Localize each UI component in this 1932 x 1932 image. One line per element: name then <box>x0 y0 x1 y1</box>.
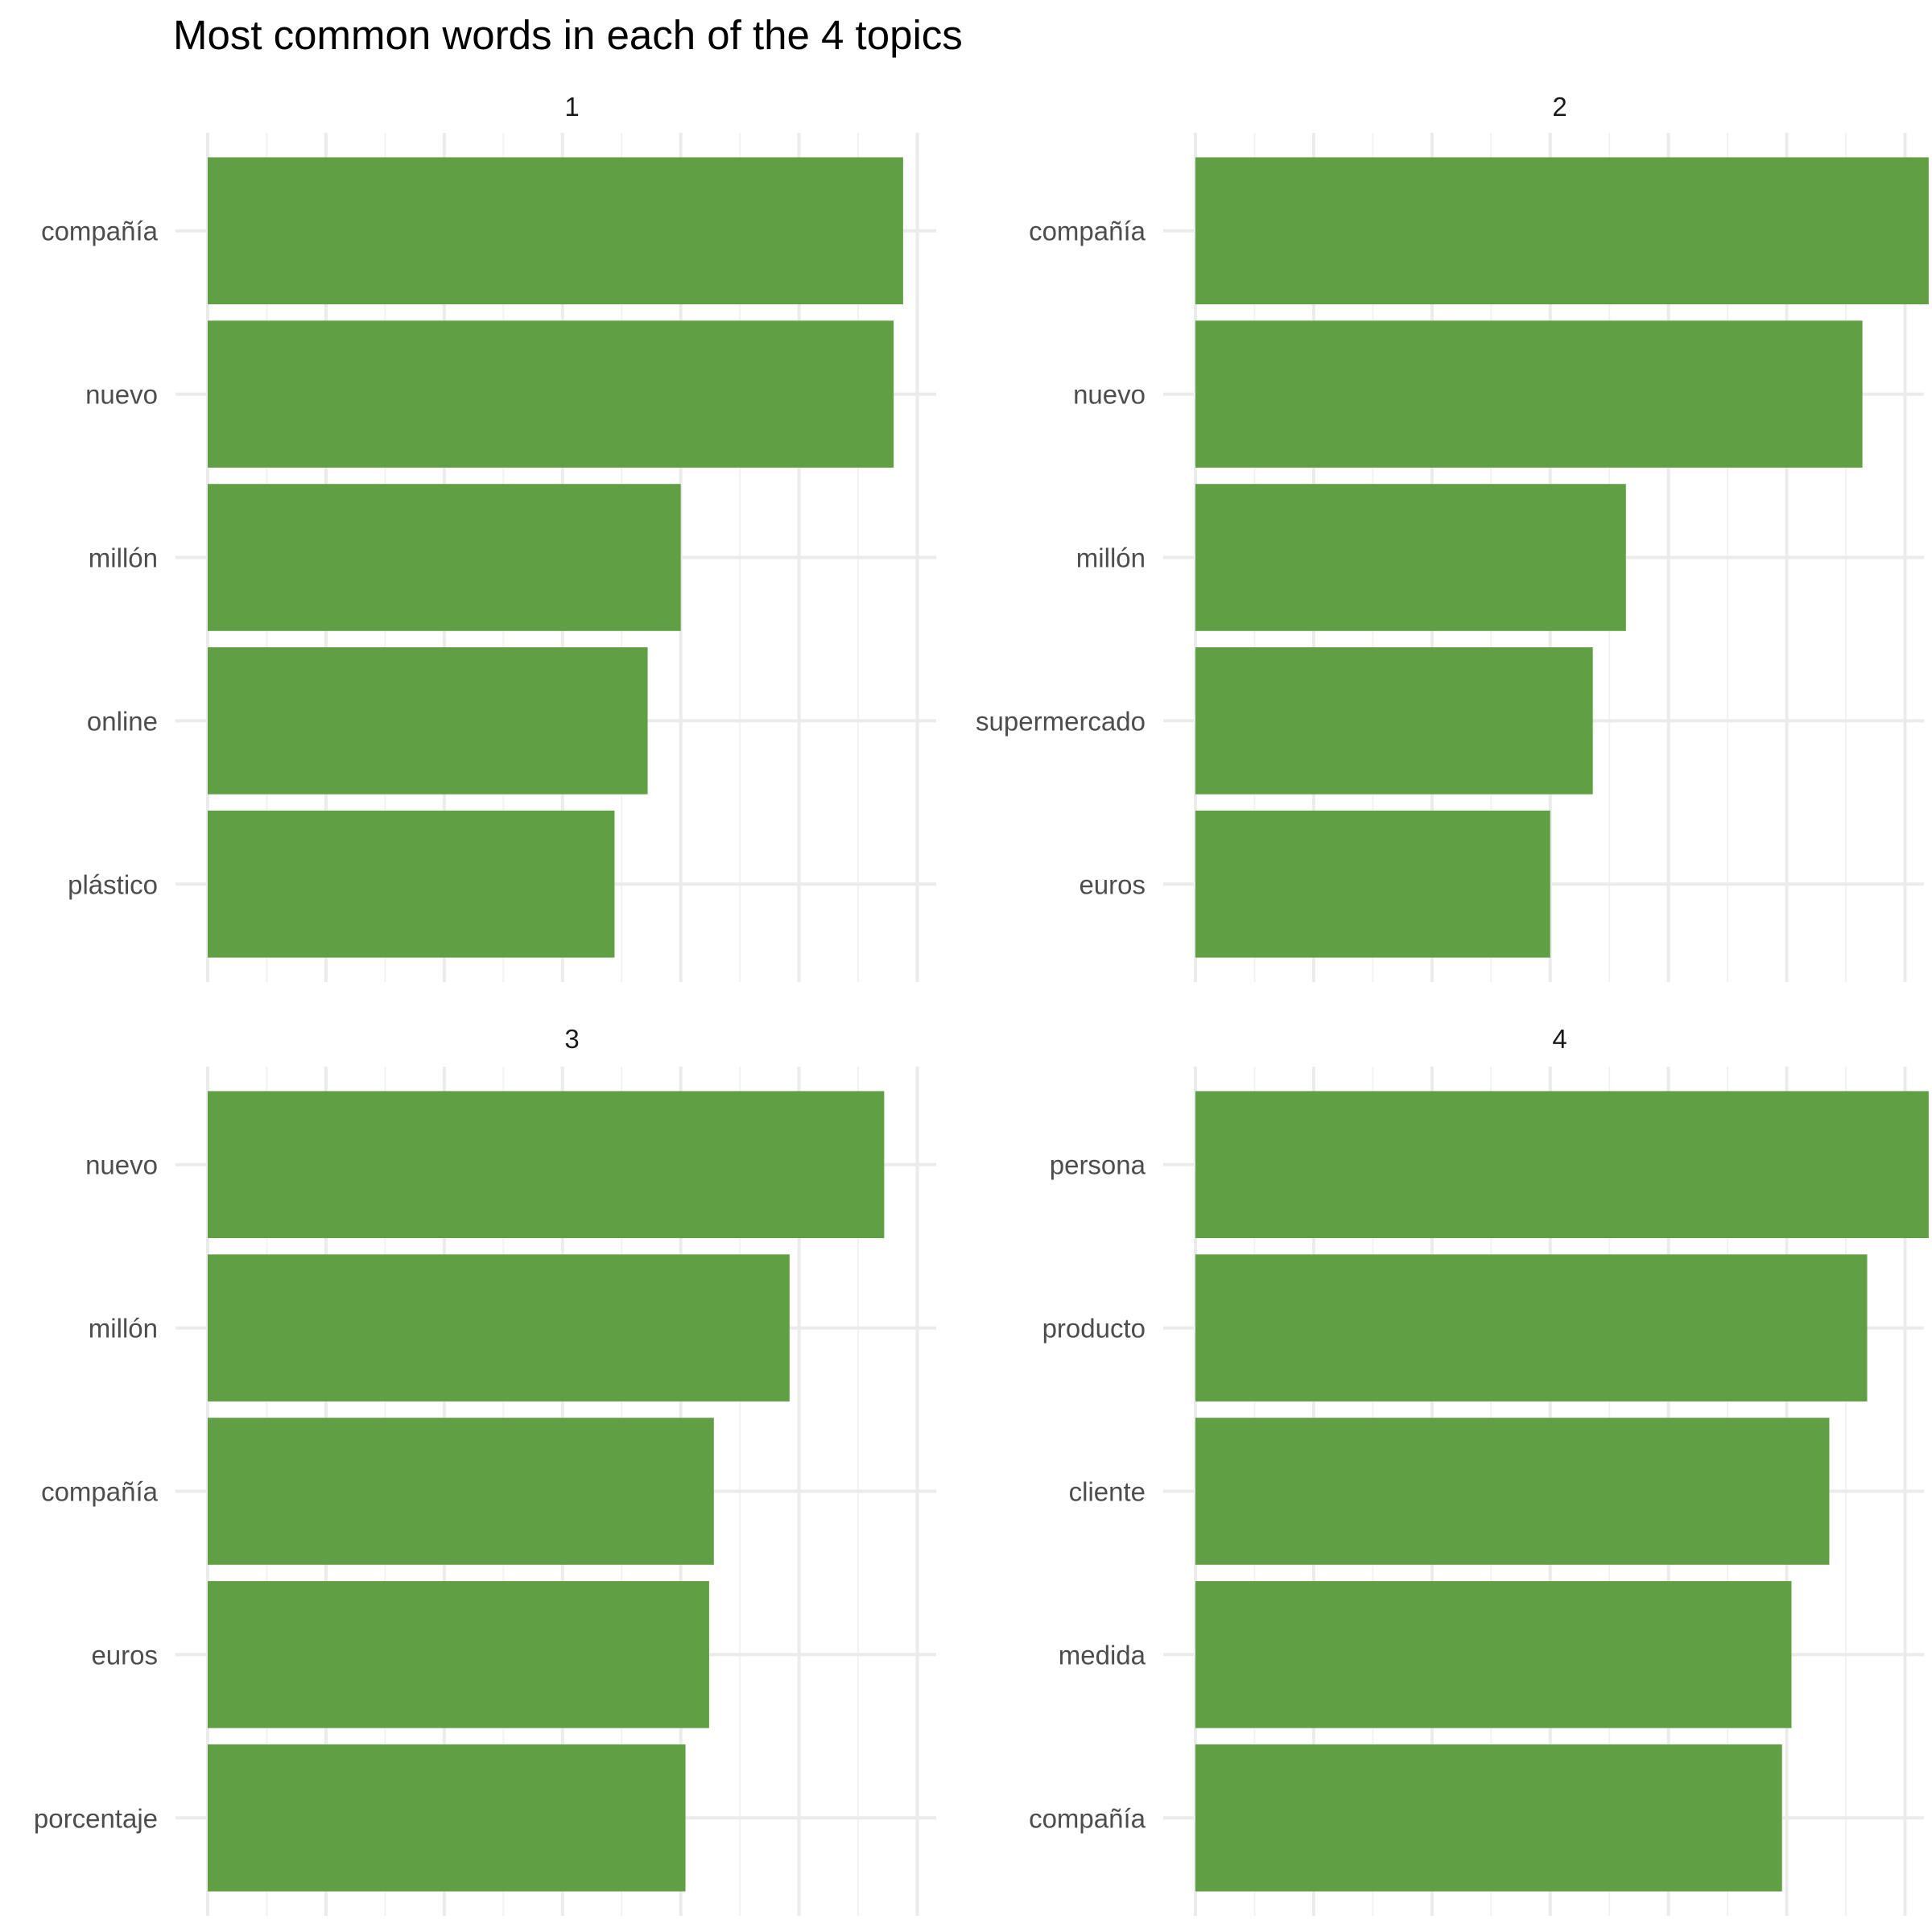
bar <box>1195 647 1593 795</box>
bar <box>1195 1418 1829 1565</box>
facet-label: 4 <box>1552 1024 1567 1054</box>
category-label: millón <box>1075 543 1146 573</box>
bar <box>1195 1581 1791 1728</box>
category-label: cliente <box>1068 1476 1146 1507</box>
bar <box>208 320 894 468</box>
category-label: plástico <box>68 869 158 900</box>
category-label: compañía <box>41 216 158 246</box>
category-label: supermercado <box>976 706 1146 737</box>
bar <box>208 1744 686 1892</box>
bar <box>1195 1744 1782 1892</box>
bar <box>1195 811 1550 958</box>
bar <box>208 1254 790 1402</box>
bar <box>208 1418 714 1565</box>
facet-label: 2 <box>1552 92 1567 122</box>
category-label: producto <box>1042 1313 1146 1344</box>
category-label: compañía <box>1029 1803 1146 1834</box>
bar <box>1195 1254 1867 1402</box>
category-label: compañía <box>41 1476 158 1507</box>
category-label: millón <box>88 1313 158 1344</box>
bar <box>208 1581 709 1728</box>
chart-title: Most common words in each of the 4 topics <box>173 12 963 58</box>
bar <box>208 157 903 304</box>
bar <box>208 811 614 958</box>
category-label: euros <box>1079 869 1146 900</box>
bar <box>1195 320 1863 468</box>
category-label: persona <box>1049 1150 1146 1180</box>
bar <box>1195 157 1929 304</box>
category-label: medida <box>1058 1640 1146 1670</box>
category-label: millón <box>88 543 158 573</box>
bar <box>1195 1091 1929 1238</box>
bar <box>208 647 648 795</box>
category-label: euros <box>91 1640 158 1670</box>
facet-label: 3 <box>564 1024 580 1054</box>
bars <box>208 157 1929 1891</box>
category-label: online <box>86 706 158 737</box>
category-label: nuevo <box>85 379 158 410</box>
category-label: nuevo <box>85 1150 158 1180</box>
category-label: porcentaje <box>33 1803 158 1834</box>
bar <box>208 484 681 631</box>
facet-label: 1 <box>564 92 580 122</box>
bar <box>208 1091 884 1238</box>
category-label: compañía <box>1029 216 1146 246</box>
bar <box>1195 484 1626 631</box>
category-label: nuevo <box>1073 379 1146 410</box>
